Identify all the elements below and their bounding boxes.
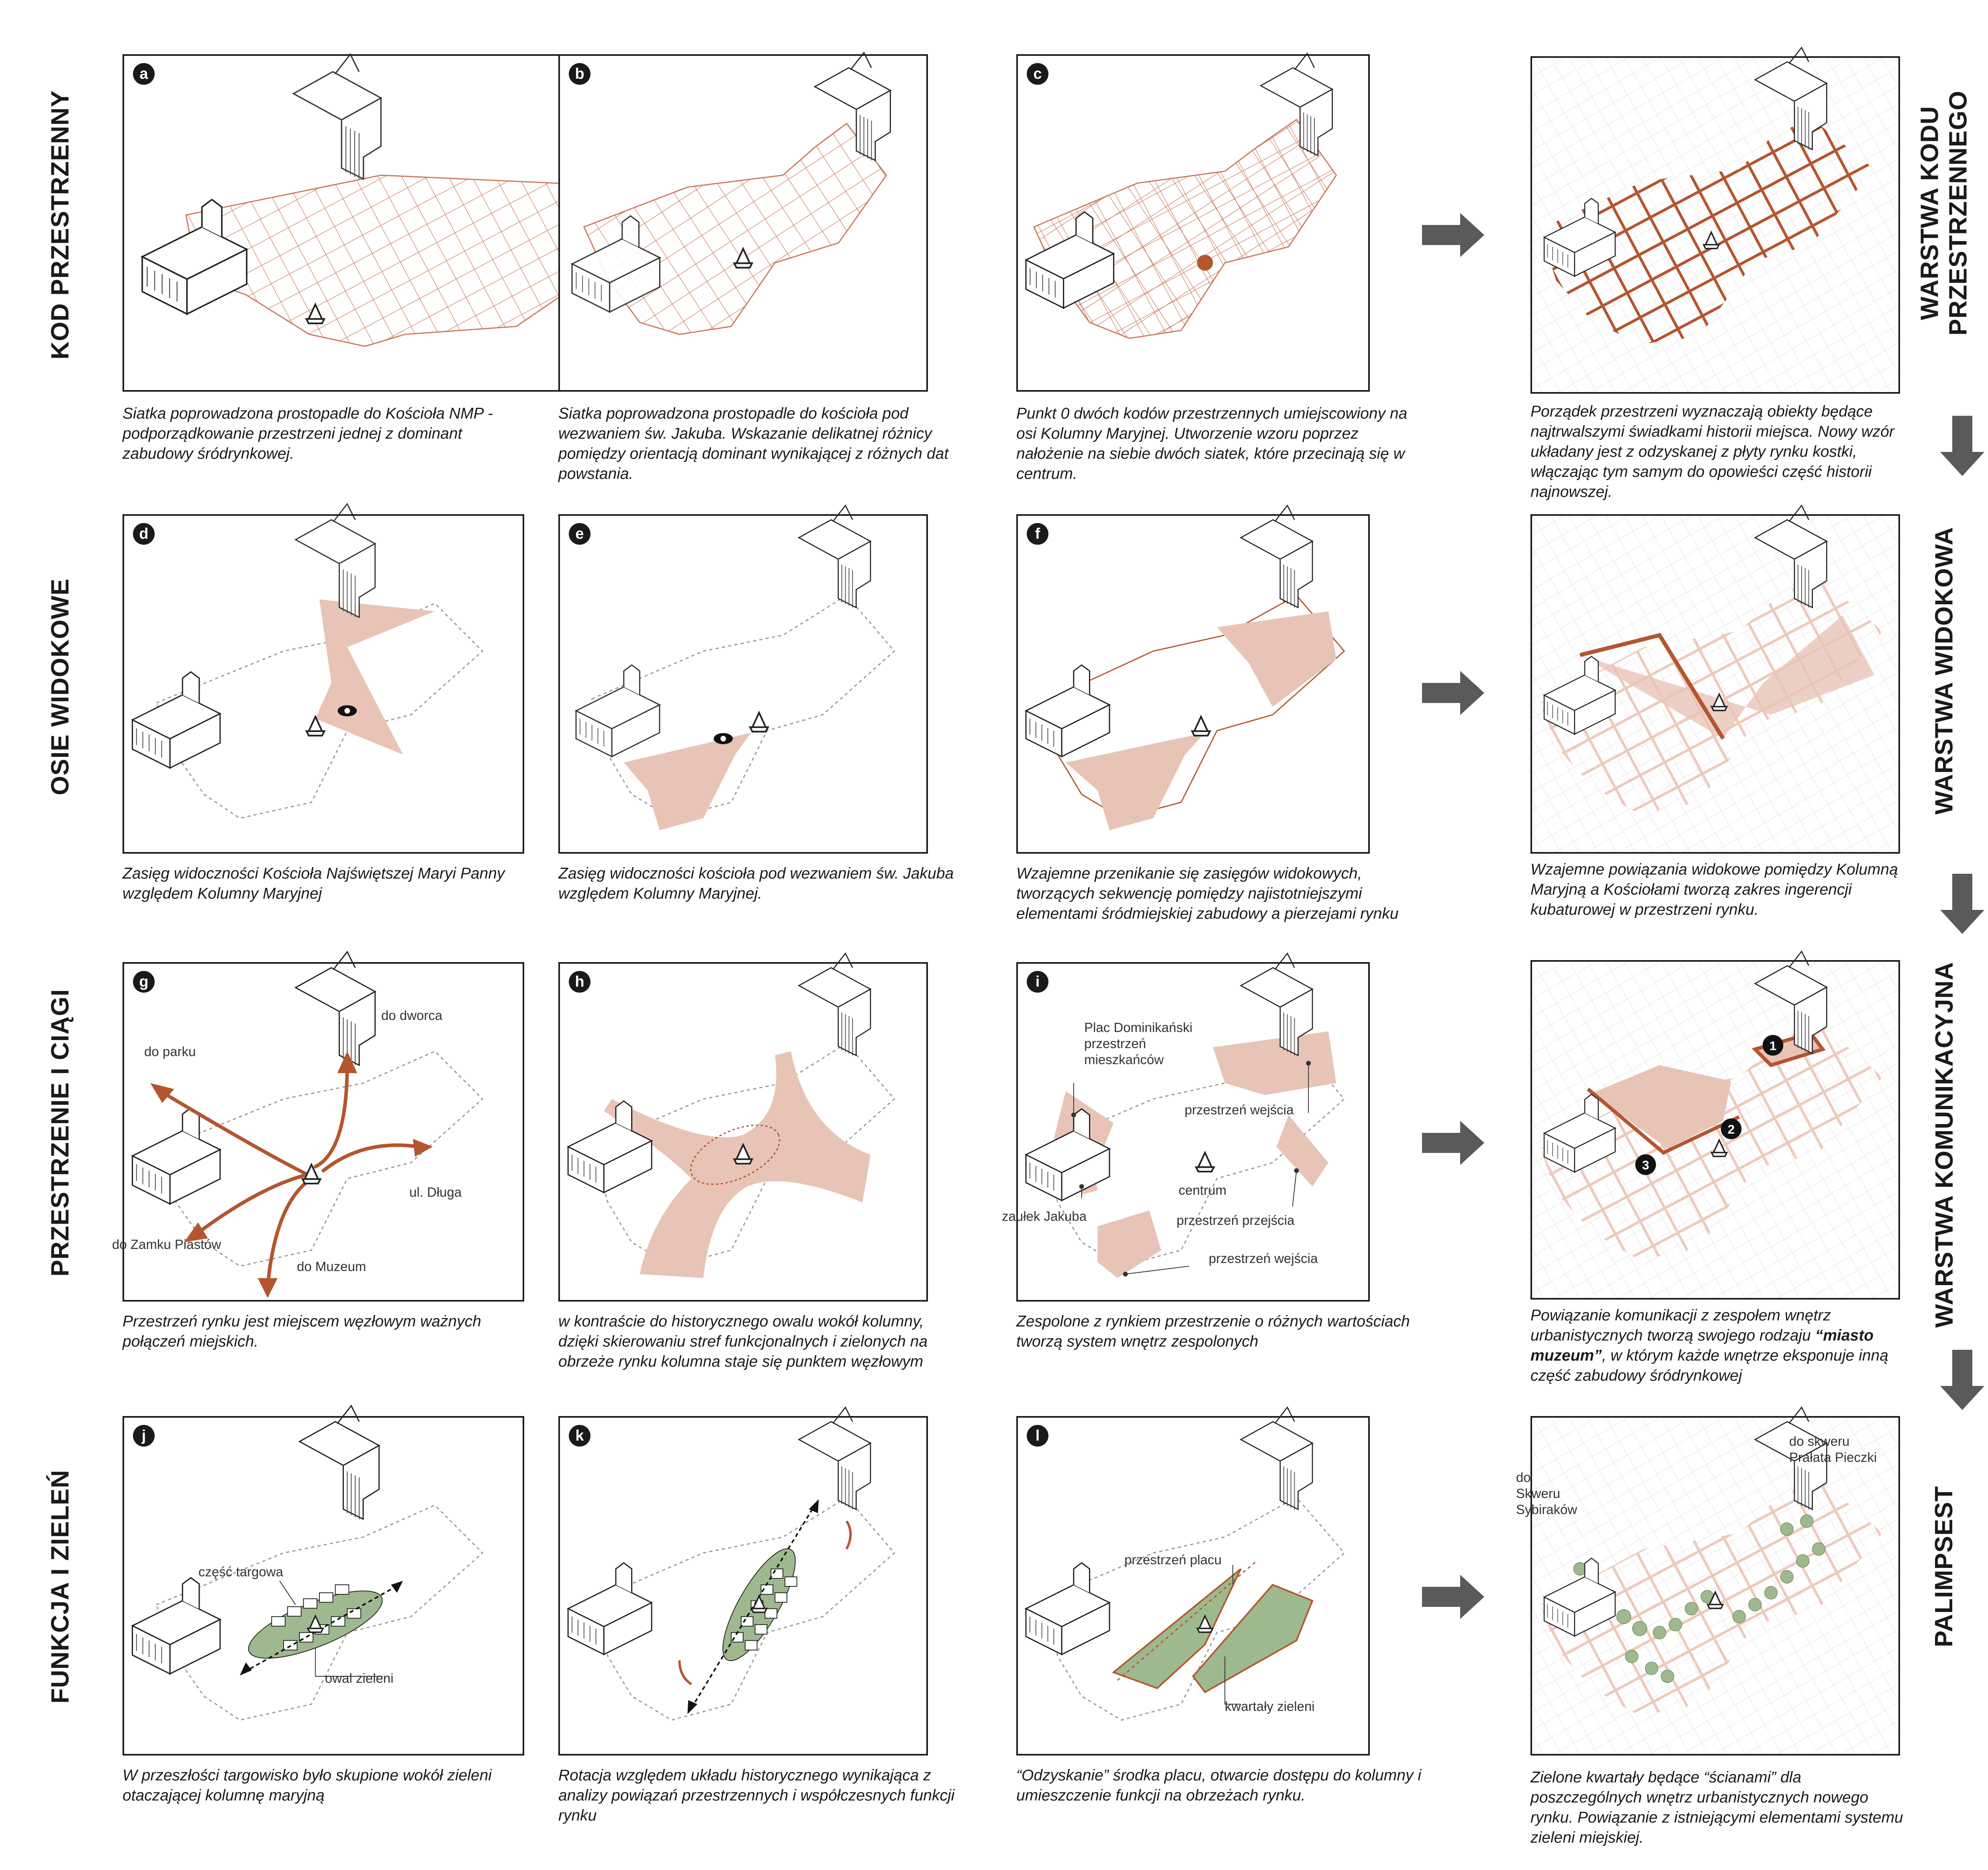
function-diagram-k: [560, 1418, 926, 1754]
label-do-dworca: do dworca: [381, 1008, 443, 1023]
caption-r1: Porządek przestrzeni wyznaczają obiekty będące najtrwalszymi świadkami historii miejsca. Nowy wzór układany jest z odzyskanej z płyty rynku kostki, włączając tym samym do opowieści część historii najnowszej.: [1530, 403, 1894, 501]
label-centrum: centrum: [1179, 1183, 1227, 1198]
panel-c: [1016, 54, 1370, 392]
label-plac-1: Plac Dominikański: [1084, 1020, 1193, 1035]
badge-f: f: [1027, 523, 1048, 545]
caption-j: W przeszłości targowisko było skupione wokół zieleni otaczającej kolumnę maryjną: [123, 1767, 492, 1804]
panel-r3: [1530, 960, 1900, 1300]
view-diagram-d: [124, 516, 523, 852]
side-title-palimpsest: PALIMPSEST: [1930, 1486, 1958, 1647]
label-do-parku: do parku: [144, 1044, 196, 1059]
badge-l: l: [1027, 1425, 1048, 1447]
caption-i: Zespolone z rynkiem przestrzenie o różnych wartościach tworzą system wnętrz zespolonych: [1016, 1313, 1410, 1350]
badge-k: k: [569, 1425, 590, 1447]
badge-i: i: [1027, 971, 1048, 993]
row-title-osie: OSIE WIDOKOWE: [46, 578, 74, 795]
label-przestrzen-przejscia: przestrzeń przejścia: [1177, 1213, 1295, 1228]
arrow-down-3: [1940, 1350, 1984, 1410]
badge-c: c: [1027, 63, 1048, 85]
caption-b: Siatka poprowadzona prostopadle do kościoła pod wezwaniem św. Jakuba. Wskazanie delikatnej różnicy pomiędzy orientacją dominant wynikającej z różnych dat powstania.: [558, 405, 949, 482]
label-owal-zieleni: owal zieleni: [325, 1671, 394, 1686]
panel-b: [558, 54, 928, 392]
side-title-kod: WARSTWA KODU PRZESTRZENNEGO: [1916, 90, 1972, 335]
label-plac-2: przestrzeń: [1084, 1036, 1146, 1051]
badge-a: a: [133, 63, 155, 85]
label-do-skweru: do skweru: [1789, 1434, 1850, 1449]
label-zaulek-jakuba: zaułek Jakuba: [1002, 1209, 1087, 1224]
badge-b: b: [569, 63, 590, 85]
grid-diagram-c: [1018, 56, 1368, 390]
arrow-down-1: [1940, 416, 1984, 476]
layer-diagram-r4: [1532, 1418, 1898, 1754]
label-czesc-targowa: część targowa: [198, 1564, 283, 1579]
space-diagram-h: [560, 964, 926, 1300]
arrow-right-1: [1422, 213, 1486, 257]
badge-h: h: [569, 971, 590, 993]
panel-j: [123, 1416, 524, 1756]
label-do-zamku: do Zamku Piastów: [112, 1237, 221, 1252]
panel-e: [558, 514, 928, 854]
caption-c: Punkt 0 dwóch kodów przestrzennych umiejscowiony na osi Kolumny Maryjnej. Utworzenie wzoru poprzez nałożenie na siebie dwóch siatek, które przecinają się w centrum.: [1016, 405, 1408, 482]
panel-i: [1002, 962, 1370, 1302]
view-diagram-e: [560, 516, 926, 852]
panel-h: [558, 962, 928, 1302]
side-title-widokowa: WARSTWA WIDOKOWA: [1930, 527, 1958, 815]
panel-d: [123, 514, 524, 854]
caption-h: w kontraście do historycznego owalu wokół kolumny, dzięki skierowaniu stref funkcjonalnych i zielonych na obrzeże rynku kolumna staje się punktem węzłowym: [558, 1313, 928, 1370]
panel-k: [558, 1416, 928, 1756]
panel-g: [112, 962, 524, 1302]
panel-r4: [1516, 1416, 1900, 1756]
space-diagram-i: [1018, 964, 1368, 1300]
caption-k: Rotacja względem układu historycznego wynikająca z analizy powiązań przestrzennych i współczesnych funkcji rynku: [558, 1767, 955, 1824]
caption-r4: Zielone kwartały będące “ścianami” dla poszczególnych wnętrz urbanistycznych nowego rynku. Powiązanie z istniejącymi elementami systemu zieleni miejskiej.: [1530, 1769, 1903, 1846]
caption-g: Przestrzeń rynku jest miejscem węzłowym ważnych połączeń miejskich.: [123, 1313, 481, 1350]
label-przestrzen-wejscia-1: przestrzeń wejścia: [1185, 1102, 1294, 1117]
badge-e: e: [569, 523, 590, 545]
badge-g: g: [133, 971, 155, 993]
marker-2: 2: [1727, 1122, 1735, 1136]
label-kwartaly-zieleni: kwartały zieleni: [1225, 1699, 1315, 1714]
caption-f: Wzajemne przenikanie się zasięgów widokowych, tworzących sekwencję pomiędzy najistotniejszymi elementami śródmiejskiej zabudowy a pierzejami rynku: [1016, 865, 1399, 922]
label-sybir-skweru: Skweru: [1516, 1486, 1561, 1501]
panel-r1: [1530, 56, 1900, 394]
caption-r2: Wzajemne powiązania widokowe pomiędzy Kolumną Maryjną a Kościołami tworzą zakres ingerencji kubaturowej w przestrzeni rynku.: [1530, 861, 1898, 918]
label-ul-dluga: ul. Długa: [409, 1185, 462, 1200]
side-title-komunikacyjna: WARSTWA KOMUNIKACYJNA: [1930, 962, 1958, 1328]
marker-3: 3: [1642, 1158, 1649, 1173]
badge-j: j: [133, 1425, 155, 1447]
function-diagram-l: [1018, 1418, 1368, 1754]
label-przestrzen-wejscia-2: przestrzeń wejścia: [1209, 1251, 1318, 1266]
row-title-funkcja: FUNKCJA I ZIELEŃ: [46, 1469, 74, 1704]
label-pralata-pieczki: Prałata Pieczki: [1789, 1450, 1877, 1465]
label-plac-3: mieszkańców: [1084, 1052, 1164, 1067]
arrow-right-4: [1422, 1575, 1486, 1619]
marker-1: 1: [1769, 1038, 1777, 1053]
arrow-right-2: [1422, 671, 1486, 715]
label-przestrzen-placu: przestrzeń placu: [1124, 1552, 1222, 1567]
grid-diagram-b: [560, 56, 926, 390]
caption-l: “Odzyskanie” środka placu, otwarcie dostępu do kolumny i umieszczenie funkcji na obrzeżach rynku.: [1016, 1767, 1421, 1804]
caption-d: Zasięg widoczności Kościoła Najświętszej Maryi Panny względem Kolumny Maryjnej: [123, 865, 505, 902]
layer-diagram-r2: [1532, 516, 1898, 852]
label-do-muzeum: do Muzeum: [297, 1259, 366, 1274]
panel-f: [1016, 514, 1370, 854]
panel-r2: [1530, 514, 1900, 854]
arrow-down-2: [1940, 874, 1984, 934]
row-title-przestrzenie: PRZESTRZENIE I CIĄGI: [46, 989, 74, 1277]
layer-diagram-r1: [1532, 58, 1898, 392]
caption-e: Zasięg widoczności kościoła pod wezwaniem św. Jakuba względem Kolumny Maryjnej.: [558, 865, 954, 902]
function-diagram-j: [124, 1418, 523, 1754]
panel-l: [1016, 1416, 1370, 1756]
arrow-right-3: [1422, 1121, 1486, 1165]
label-sybir-sybirakow: Sybiraków: [1516, 1502, 1577, 1517]
badge-d: d: [133, 523, 155, 545]
label-sybir-do: do: [1516, 1470, 1531, 1485]
layer-diagram-r3: [1532, 962, 1898, 1298]
view-diagram-f: [1018, 516, 1368, 852]
row-title-kod: KOD PRZESTRZENNY: [46, 90, 74, 360]
caption-r3: Powiązanie komunikacji z zespołem wnętrz urbanistycznych tworzą swojego rodzaju “miasto muzeum”, w którym każde wnętrze eksponuje inną część zabudowy śródrynkowej: [1530, 1307, 1888, 1384]
caption-a: Siatka poprowadzona prostopadle do Kościoła NMP - podporządkowanie przestrzeni jednej z dominant zabudowy śródrynkowej.: [123, 405, 493, 462]
